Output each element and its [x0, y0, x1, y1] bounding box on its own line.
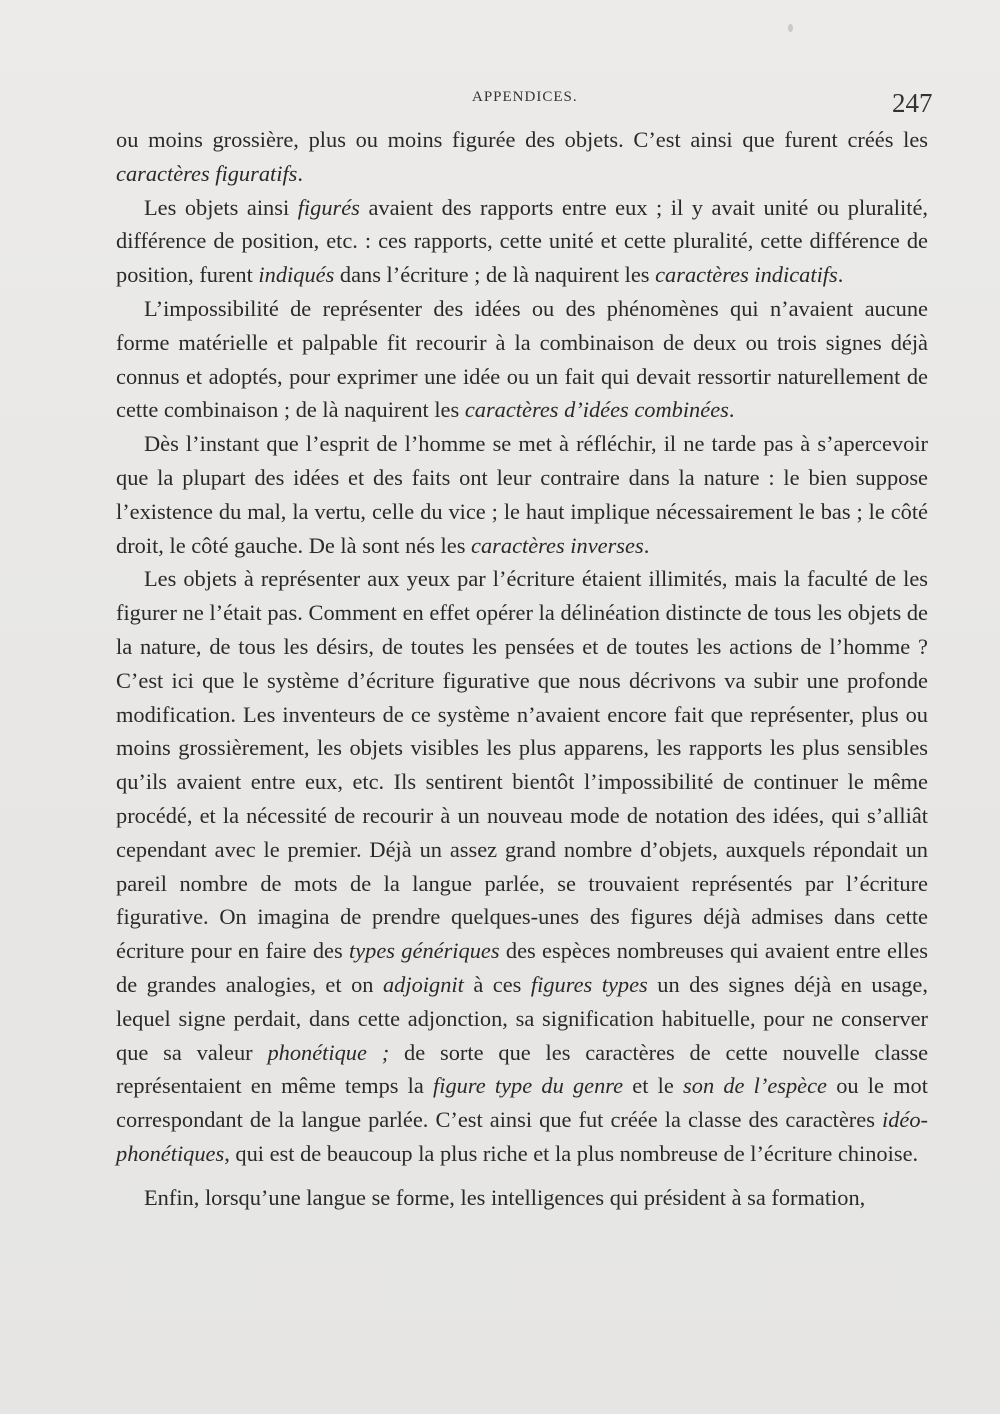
body-text — [116, 123, 928, 1215]
italic-term: phonétique ; — [267, 1039, 390, 1065]
text-run: L’impossibilité de représenter des idées ou des phénomènes qui n’avaient aucune forme matérielle et palpable fit recourir à la combinaison de deux ou trois signes déjà connus et adoptés, pour exprimer une idée ou un fait qui devait ressortir naturellement de cette combinaison ; de là naquirent les — [116, 295, 928, 423]
paragraph-p3 — [116, 292, 928, 427]
italic-term: idéo-phonétiques — [116, 1107, 928, 1166]
text-run: ou le mot correspondant de la langue parlée. C’est ainsi que fut créée la classe des caractères — [116, 1073, 928, 1133]
italic-term: types génériques — [348, 938, 500, 964]
text-run: Les objets à représenter aux yeux par l’écriture étaient illimités, mais la faculté de les figurer ne l’était pas. Comment en effet opérer la délinéation distincte de tous les objets de la nature, de tous les désirs, de toutes les pensées et de toutes les actions de l’homme ? C’est ici que le système d’écriture figurative que nous décrivons va subir une profonde modification. Les inventeurs de ce système n’avaient encore fait que représenter, plus ou moins grossièrement, les objets visibles les plus apparens, les rapports les plus sensibles qu’ils avaient entre eux, etc. Ils sentirent bientôt l’impossibilité de continuer le même procédé, et la nécessité de recourir à un nouveau mode de notation des idées, qui s’alliât cependant avec le premier. Déjà un assez grand nombre d’objets, auxquels répondait un pareil nombre de mots de la langue parlée, se trouvaient représentés par l’écriture figurative. On imagina de prendre quelques-unes des figures déjà admises dans cette écriture pour en faire des — [116, 566, 928, 964]
italic-term: figures types — [530, 971, 648, 997]
italic-term: figurés — [297, 194, 360, 220]
text-run: et le — [623, 1073, 684, 1099]
text-run: de sorte que les caractères de cette nouvelle classe représentaient en même temps la — [116, 1039, 929, 1099]
text-run: un des signes déjà en usage, lequel signe perdait, dans cette adjonction, sa signification habituelle, pour ne conserver que sa valeur — [116, 971, 928, 1065]
paper-speck — [788, 24, 793, 32]
paragraph-p6 — [116, 1181, 928, 1215]
italic-term: figure type du genre — [433, 1073, 624, 1099]
paragraph-p5 — [116, 562, 928, 1170]
text-run: . — [297, 160, 303, 186]
paragraph-p2 — [116, 191, 928, 292]
text-run: à ces — [463, 971, 531, 997]
italic-term: adjoignit — [382, 971, 464, 997]
text-run: Dès l’instant que l’esprit de l’homme se met à réfléchir, il ne tarde pas à s’apercevoir que la plupart des idées et des faits ont leur contraire dans la nature : le bien suppose l’existence du mal, la vertu, celle du vice ; le haut implique nécessairement le bas ; le côté droit, le côté gauche. De là sont nés les — [116, 431, 928, 558]
italic-term: caractères inverses — [471, 532, 644, 558]
text-run: des espèces nombreuses qui avaient entre elles de grandes analogies, et on — [116, 938, 928, 997]
text-run: . — [728, 397, 735, 423]
text-run: Enfin, lorsqu’une langue se forme, les intelligences qui président à sa formation, — [144, 1184, 866, 1210]
italic-term: son de l’espèce — [683, 1073, 827, 1099]
page-number: 247 — [892, 88, 933, 118]
text-run: . — [643, 532, 650, 558]
paragraph-p4 — [116, 427, 928, 562]
text-run: ou moins grossière, plus ou moins figurée des objets. C’est ainsi que furent créés les — [116, 127, 928, 152]
italic-term: caractères indicatifs — [655, 262, 838, 288]
running-title: APPENDICES. — [472, 89, 578, 105]
text-run: dans l’écriture ; de là naquirent les — [334, 262, 656, 288]
italic-term: caractères figuratifs — [116, 160, 298, 186]
text-run: , qui est de beaucoup la plus riche et la plus nombreuse de l’écriture chinoise. — [224, 1140, 919, 1166]
italic-term: indiqués — [258, 262, 335, 288]
paragraph-p1 — [116, 123, 928, 191]
italic-term: caractères d’idées combinées — [464, 397, 729, 423]
text-run: . — [837, 262, 844, 288]
text-run: avaient des rapports entre eux ; il y avait unité ou pluralité, différence de position, etc. : ces rapports, cette unité et cette pluralité, cette différence de position, furent — [116, 194, 928, 288]
text-run: Les objets ainsi — [144, 194, 298, 220]
